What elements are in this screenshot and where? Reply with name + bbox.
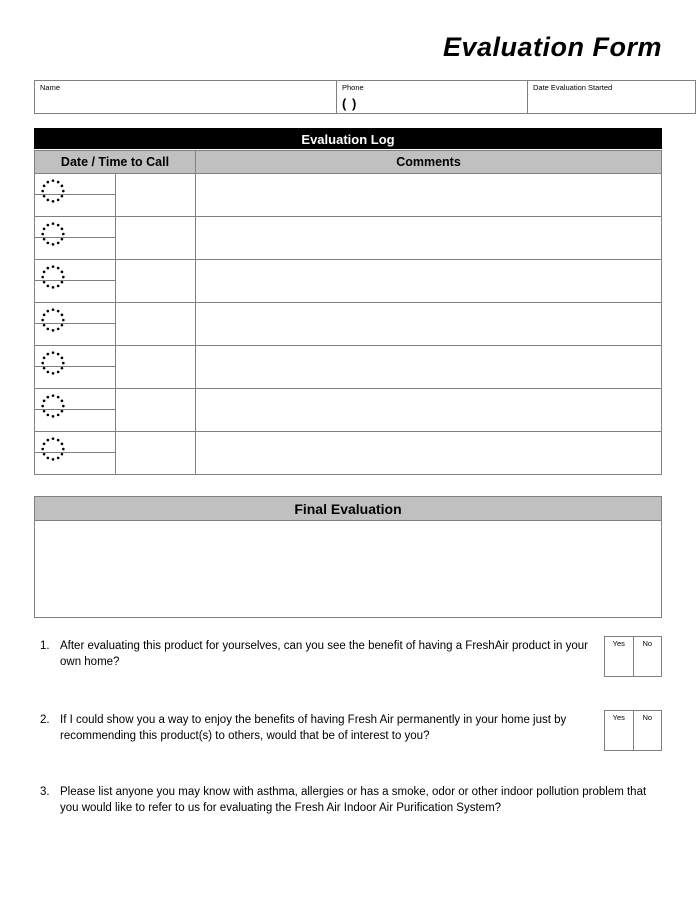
contact-info-table xyxy=(34,80,696,114)
table-header-row xyxy=(35,151,662,174)
question-2 xyxy=(34,712,662,752)
log-date-time-cell[interactable] xyxy=(35,389,116,432)
write-in-rule xyxy=(35,409,115,410)
log-check-cell[interactable] xyxy=(115,432,196,475)
table-row xyxy=(35,174,662,217)
clock-icon xyxy=(39,306,67,334)
phone-field-label: Phone xyxy=(342,83,364,92)
date-started-field-cell[interactable] xyxy=(528,81,696,114)
log-date-time-cell[interactable] xyxy=(35,432,116,475)
column-header-comments: Comments xyxy=(196,151,662,174)
table-row xyxy=(35,217,662,260)
date-started-field-label: Date Evaluation Started xyxy=(533,83,613,92)
log-comments-cell[interactable] xyxy=(196,432,662,475)
question-1 xyxy=(34,638,662,678)
evaluation-log-section xyxy=(34,128,662,475)
log-date-time-cell[interactable] xyxy=(35,174,116,217)
write-in-rule xyxy=(35,452,115,453)
log-date-time-cell[interactable] xyxy=(35,303,116,346)
log-comments-cell[interactable] xyxy=(196,217,662,260)
question-3-number: 3. xyxy=(40,786,50,798)
question-2-yesno-box xyxy=(604,710,662,751)
log-comments-cell[interactable] xyxy=(196,303,662,346)
write-in-rule xyxy=(35,280,115,281)
log-comments-cell[interactable] xyxy=(196,174,662,217)
date-time-entry xyxy=(35,389,115,431)
clock-icon xyxy=(39,392,67,420)
question-1-number: 1. xyxy=(40,640,50,652)
final-evaluation-banner: Final Evaluation xyxy=(34,496,662,521)
question-1-yesno-box xyxy=(604,636,662,677)
date-time-entry xyxy=(35,217,115,259)
log-comments-cell[interactable] xyxy=(196,389,662,432)
log-check-cell[interactable] xyxy=(115,217,196,260)
table-row xyxy=(35,303,662,346)
log-check-cell[interactable] xyxy=(115,303,196,346)
question-2-no-cell[interactable]: No xyxy=(633,711,662,751)
phone-field-value: ( ) xyxy=(342,96,358,112)
table-row xyxy=(605,637,662,677)
table-row xyxy=(35,432,662,475)
question-2-yes-cell[interactable]: Yes xyxy=(605,711,634,751)
final-evaluation-notes-area[interactable] xyxy=(34,521,662,618)
evaluation-log-body xyxy=(35,174,662,475)
page-title: Evaluation Form xyxy=(442,32,662,62)
question-1-no-cell[interactable]: No xyxy=(633,637,662,677)
date-time-entry xyxy=(35,432,115,474)
question-3 xyxy=(34,784,662,824)
write-in-rule xyxy=(35,237,115,238)
write-in-rule xyxy=(35,366,115,367)
log-date-time-cell[interactable] xyxy=(35,217,116,260)
question-1-inner xyxy=(34,638,662,678)
log-check-cell[interactable] xyxy=(115,389,196,432)
clock-icon xyxy=(39,220,67,248)
date-time-entry xyxy=(35,260,115,302)
title-row xyxy=(34,34,662,61)
table-row xyxy=(35,260,662,303)
final-evaluation-section xyxy=(34,496,662,618)
date-time-entry xyxy=(35,346,115,388)
date-time-entry xyxy=(35,174,115,216)
clock-icon xyxy=(39,263,67,291)
write-in-rule xyxy=(35,323,115,324)
log-date-time-cell[interactable] xyxy=(35,260,116,303)
column-header-date-time: Date / Time to Call xyxy=(35,151,196,174)
table-row xyxy=(35,81,696,114)
log-comments-cell[interactable] xyxy=(196,260,662,303)
question-3-text: Please list anyone you may know with asthma, allergies or has a smoke, odor or other indoor pollution problem that you would like to refer to us for evaluating the Fresh Air Indoor Air Purification System? xyxy=(60,786,647,814)
name-field-label: Name xyxy=(40,83,61,92)
clock-icon xyxy=(39,177,67,205)
question-2-inner xyxy=(34,712,662,752)
table-row xyxy=(35,389,662,432)
table-row xyxy=(35,346,662,389)
log-comments-cell[interactable] xyxy=(196,346,662,389)
log-check-cell[interactable] xyxy=(115,174,196,217)
table-row xyxy=(605,711,662,751)
evaluation-log-banner: Evaluation Log xyxy=(34,128,662,149)
date-time-entry xyxy=(35,303,115,345)
clock-icon xyxy=(39,435,67,463)
clock-icon xyxy=(39,349,67,377)
question-2-text: If I could show you a way to enjoy the benefits of having Fresh Air permanently in your home just by recommending this product(s) to others, would that be of interest to you? xyxy=(60,714,567,742)
write-in-rule xyxy=(35,194,115,195)
log-check-cell[interactable] xyxy=(115,346,196,389)
question-2-number: 2. xyxy=(40,714,50,726)
phone-field-cell[interactable] xyxy=(337,81,528,114)
question-1-yes-cell[interactable]: Yes xyxy=(605,637,634,677)
log-check-cell[interactable] xyxy=(115,260,196,303)
question-3-inner xyxy=(34,784,662,824)
question-1-text: After evaluating this product for yourselves, can you see the benefit of having a FreshAir product in your own home? xyxy=(60,640,589,668)
name-field-cell[interactable] xyxy=(35,81,337,114)
log-date-time-cell[interactable] xyxy=(35,346,116,389)
evaluation-log-table xyxy=(34,150,662,475)
